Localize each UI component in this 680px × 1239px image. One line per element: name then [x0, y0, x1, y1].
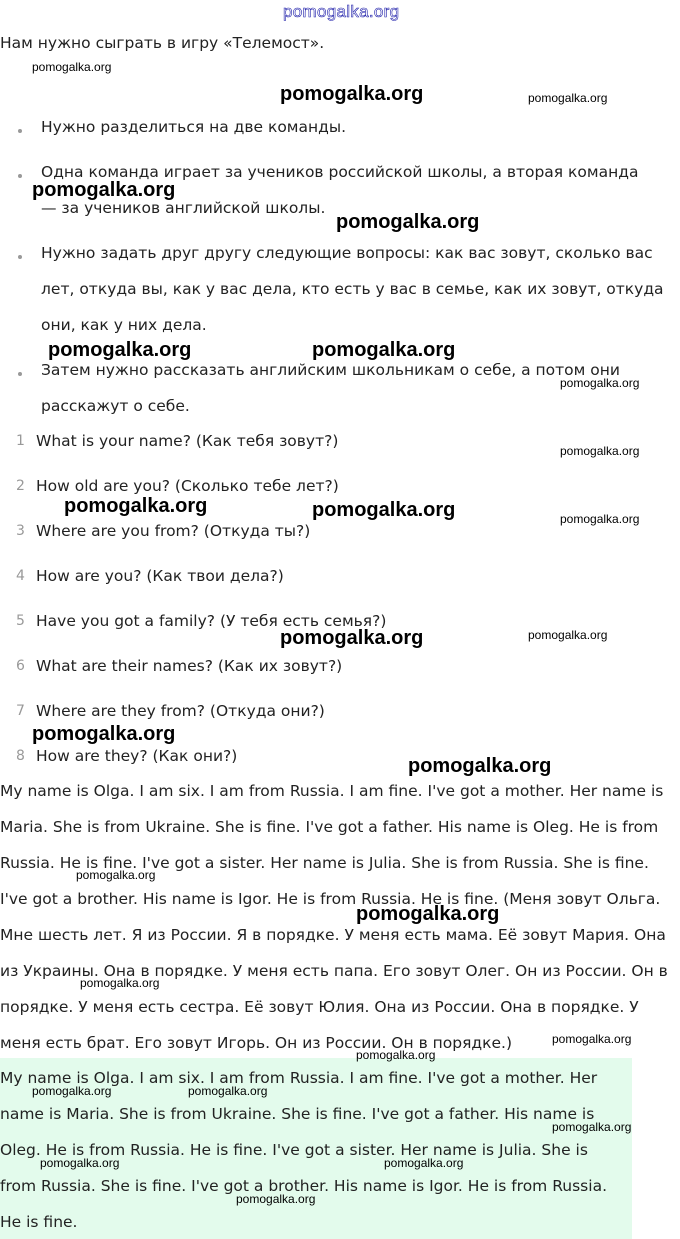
bullet-line: лет, откуда вы, как у вас дела, кто есть у вас в семье, как их зовут, откуда — [41, 280, 664, 298]
watermark-text: pomogalka.org — [32, 60, 112, 74]
watermark-text: pomogalka.org — [552, 1120, 632, 1134]
bullet-line: — за учеников английской школы. — [41, 199, 326, 217]
watermark-text: pomogalka.org — [188, 1084, 268, 1098]
paragraph-line: My name is Olga. I am six. I am from Russia. I am fine. I've got a mother. Her name is — [0, 782, 664, 800]
watermark-text: pomogalka.org — [32, 1084, 112, 1098]
question-number: 3 — [16, 523, 25, 539]
bullet-line: Затем нужно рассказать английским школьникам о себе, а потом они — [41, 361, 620, 379]
watermark-text: pomogalka.org — [80, 976, 160, 990]
question-text: How old are you? (Сколько тебе лет?) — [36, 477, 339, 495]
paragraph-line: из Украины. Она в порядке. У меня есть папа. Его зовут Олег. Он из России. Он в — [0, 962, 668, 980]
question-number: 6 — [16, 658, 25, 674]
bullet-marker — [18, 255, 22, 259]
watermark-text: pomogalka.org — [280, 627, 424, 649]
question-text: How are you? (Как твои дела?) — [36, 567, 284, 585]
watermark-text: pomogalka.org — [48, 339, 192, 361]
bullet-line: Нужно задать друг другу следующие вопросы: как вас зовут, сколько вас — [41, 244, 653, 262]
question-text: What are their names? (Как их зовут?) — [36, 657, 343, 675]
paragraph-line: I've got a brother. His name is Igor. He is from Russia. He is fine. (Меня зовут Ольга. — [0, 890, 661, 908]
question-number: 2 — [16, 478, 25, 494]
bullet-line: они, как у них дела. — [41, 316, 207, 334]
paragraph-line: Russia. He is fine. I've got a sister. Her name is Julia. She is from Russia. She is fine. — [0, 854, 649, 872]
watermark-text: pomogalka.org — [528, 628, 608, 642]
question-text: What is your name? (Как тебя зовут?) — [36, 432, 339, 450]
watermark-text: pomogalka.org — [560, 444, 640, 458]
bullet-line: Нужно разделиться на две команды. — [41, 118, 347, 136]
bullet-marker — [18, 129, 22, 133]
paragraph-line: Maria. She is from Ukraine. She is fine. I've got a father. His name is Oleg. He is from — [0, 818, 659, 836]
watermark-text: pomogalka.org — [336, 211, 480, 233]
watermark-text: pomogalka.org — [560, 376, 640, 390]
answer-line: name is Maria. She is from Ukraine. She is fine. I've got a father. His name is — [0, 1105, 595, 1123]
bullet-line: Одна команда играет за учеников российской школы, а вторая команда — [41, 163, 639, 181]
answer-line: He is fine. — [0, 1213, 78, 1231]
watermark-text: pomogalka.org — [560, 512, 640, 526]
bullet-marker — [18, 174, 22, 178]
question-text: How are they? (Как они?) — [36, 747, 238, 765]
watermark-text: pomogalka.org — [552, 1032, 632, 1046]
watermark-text: pomogalka.org — [356, 1048, 436, 1062]
watermark-text: pomogalka.org — [76, 868, 156, 882]
question-text: Where are they from? (Откуда они?) — [36, 702, 325, 720]
answer-line: from Russia. She is fine. I've got a brother. His name is Igor. He is from Russia. — [0, 1177, 607, 1195]
question-number: 5 — [16, 613, 25, 629]
watermark-text: pomogalka.org — [312, 339, 456, 361]
watermark-text: pomogalka.org — [312, 499, 456, 521]
paragraph-line: меня есть брат. Его зовут Игорь. Он из России. Он в порядке.) — [0, 1034, 512, 1052]
intro-text: Нам нужно сыграть в игру «Телемост». — [0, 34, 325, 52]
watermark-text: pomogalka.org — [384, 1156, 464, 1170]
question-number: 1 — [16, 433, 25, 449]
watermark-text: pomogalka.org — [356, 903, 500, 925]
bullet-marker — [18, 372, 22, 376]
answer-line: My name is Olga. I am six. I am from Russia. I am fine. I've got a mother. Her — [0, 1069, 598, 1087]
watermark-text: pomogalka.org — [64, 495, 208, 517]
question-number: 7 — [16, 703, 25, 719]
watermark-text: pomogalka.org — [408, 755, 552, 777]
watermark-text: pomogalka.org — [528, 91, 608, 105]
question-text: Have you got a family? (У тебя есть семья?) — [36, 612, 387, 630]
watermark-text: pomogalka.org — [32, 179, 176, 201]
watermark-text: pomogalka.org — [32, 723, 176, 745]
question-number: 8 — [16, 748, 25, 764]
question-number: 4 — [16, 568, 25, 584]
watermark-text: pomogalka.org — [283, 2, 400, 21]
bullet-line: расскажут о себе. — [41, 397, 190, 415]
answer-line: Oleg. He is from Russia. He is fine. I've got a sister. Her name is Julia. She is — [0, 1141, 588, 1159]
paragraph-line: порядке. У меня есть сестра. Её зовут Юлия. Она из России. Она в порядке. У — [0, 998, 639, 1016]
watermark-text: pomogalka.org — [40, 1156, 120, 1170]
watermark-text: pomogalka.org — [280, 83, 424, 105]
paragraph-line: Мне шесть лет. Я из России. Я в порядке. У меня есть мама. Её зовут Мария. Она — [0, 926, 666, 944]
watermark-text: pomogalka.org — [236, 1192, 316, 1206]
question-text: Where are you from? (Откуда ты?) — [36, 522, 311, 540]
